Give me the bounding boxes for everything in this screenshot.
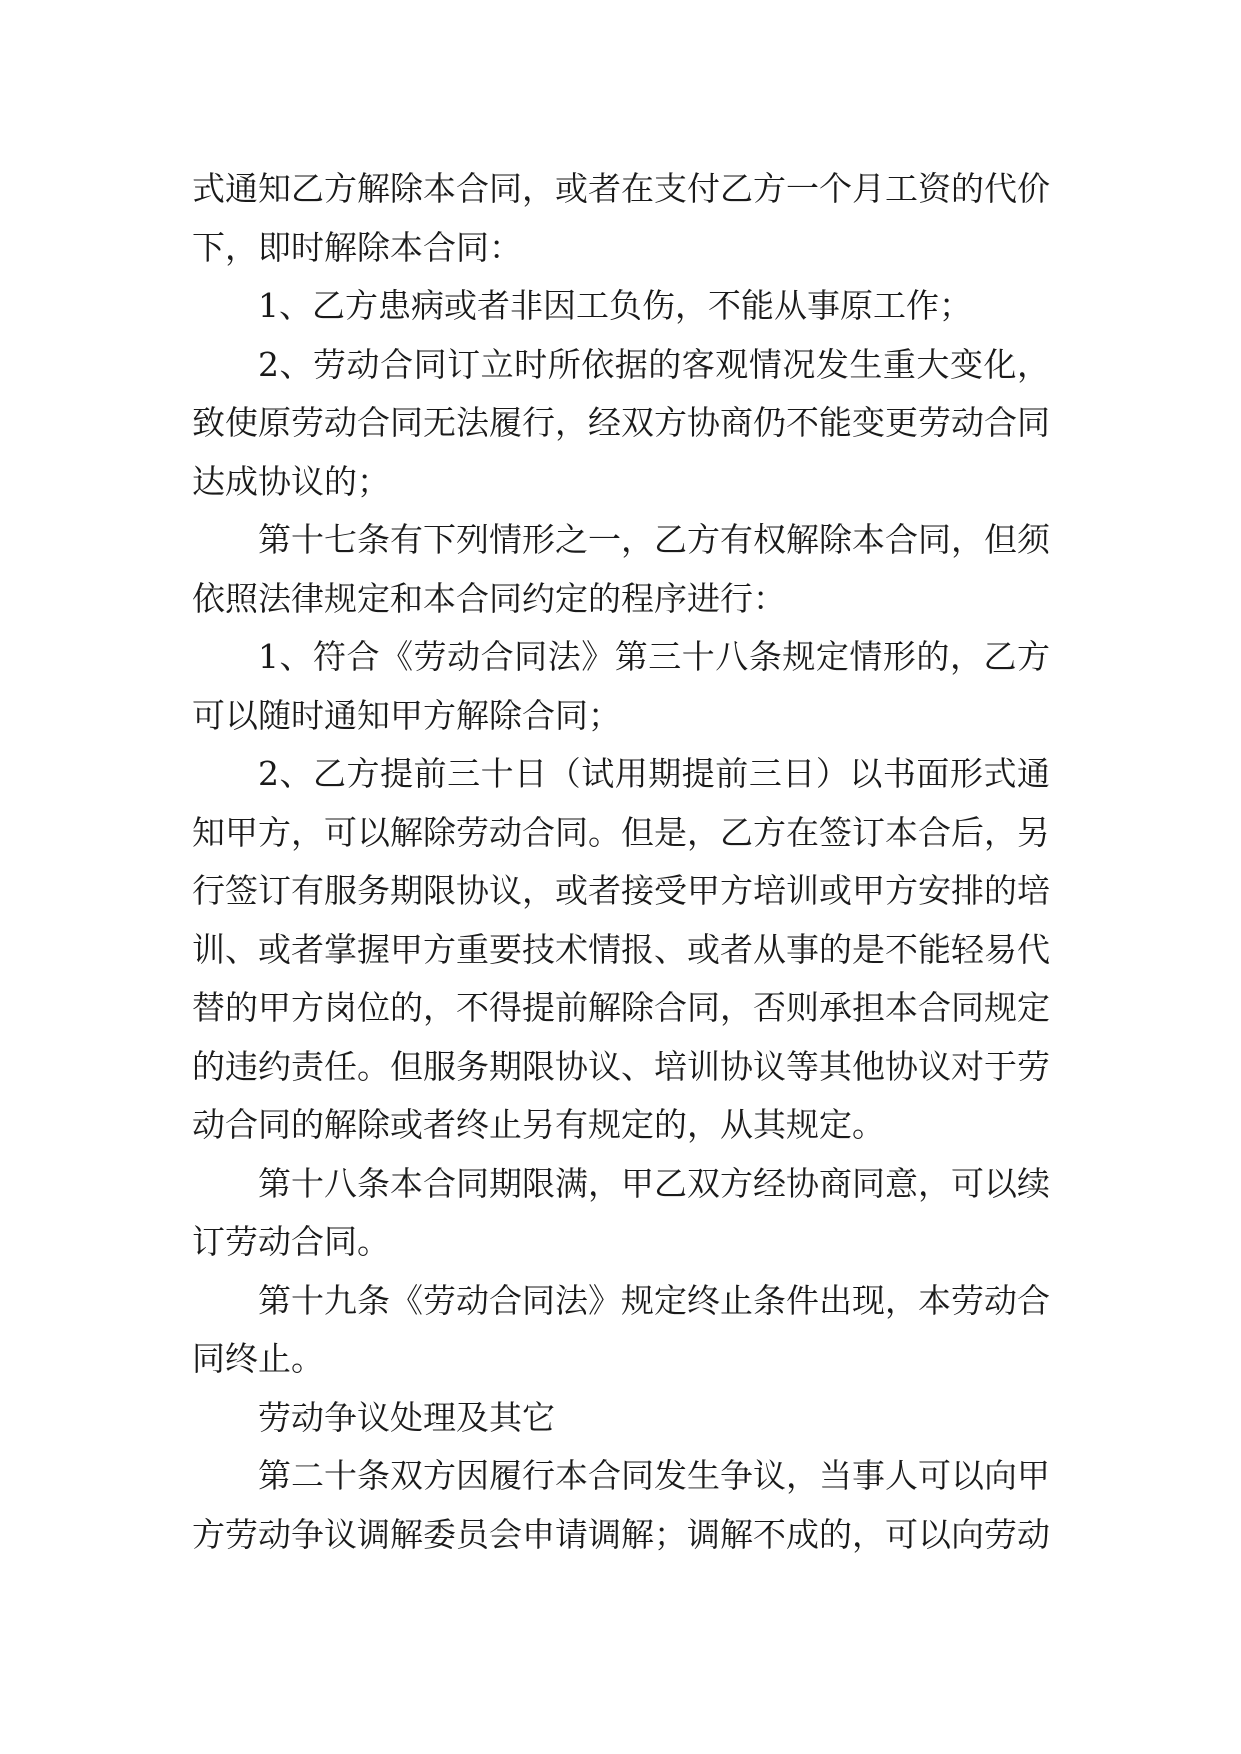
text-line: 2、乙方提前三十日（试用期提前三日）以书面形式通 xyxy=(258,754,1050,793)
text-line: 行签订有服务期限协议，或者接受甲方培训或甲方安排的培 xyxy=(192,871,1050,910)
text-line: 达成协议的； xyxy=(192,461,390,501)
document-body xyxy=(192,160,1050,1564)
text-line: 同终止。 xyxy=(192,1339,324,1378)
text-line: 方劳动争议调解委员会申请调解；调解不成的，可以向劳动 xyxy=(192,1514,1050,1554)
text-line: 知甲方，可以解除劳动合同。但是，乙方在签订本合后，另 xyxy=(192,812,1050,852)
text-line: 替的甲方岗位的，不得提前解除合同，否则承担本合同规定 xyxy=(192,988,1050,1027)
text-line: 动合同的解除或者终止另有规定的，从其规定。 xyxy=(192,1105,885,1144)
text-line: 1、符合《劳动合同法》第三十八条规定情形的，乙方 xyxy=(258,637,1050,676)
text-line: 劳动争议处理及其它 xyxy=(258,1397,555,1437)
text-line: 订劳动合同。 xyxy=(192,1222,390,1261)
text-line: 第十九条《劳动合同法》规定终止条件出现，本劳动合 xyxy=(258,1280,1050,1320)
text-line: 式通知乙方解除本合同，或者在支付乙方一个月工资的代价 xyxy=(192,169,1050,208)
text-line: 依照法律规定和本合同约定的程序进行： xyxy=(192,578,786,618)
text-line: 2、劳动合同订立时所依据的客观情况发生重大变化， xyxy=(258,344,1050,384)
text-line: 可以随时通知甲方解除合同； xyxy=(192,695,621,735)
text-line: 1、乙方患病或者非因工负伤，不能从事原工作； xyxy=(258,286,972,325)
text-line: 第十八条本合同期限满，甲乙双方经协商同意，可以续 xyxy=(258,1163,1050,1203)
text-line: 第十七条有下列情形之一，乙方有权解除本合同，但须 xyxy=(258,520,1050,559)
text-line: 的违约责任。但服务期限协议、培训协议等其他协议对于劳 xyxy=(192,1046,1050,1086)
text-line: 致使原劳动合同无法履行，经双方协商仍不能变更劳动合同 xyxy=(192,403,1050,442)
text-line: 下，即时解除本合同： xyxy=(192,227,522,267)
text-line: 第二十条双方因履行本合同发生争议，当事人可以向甲 xyxy=(258,1456,1050,1495)
text-line: 训、或者掌握甲方重要技术情报、或者从事的是不能轻易代 xyxy=(192,929,1050,969)
